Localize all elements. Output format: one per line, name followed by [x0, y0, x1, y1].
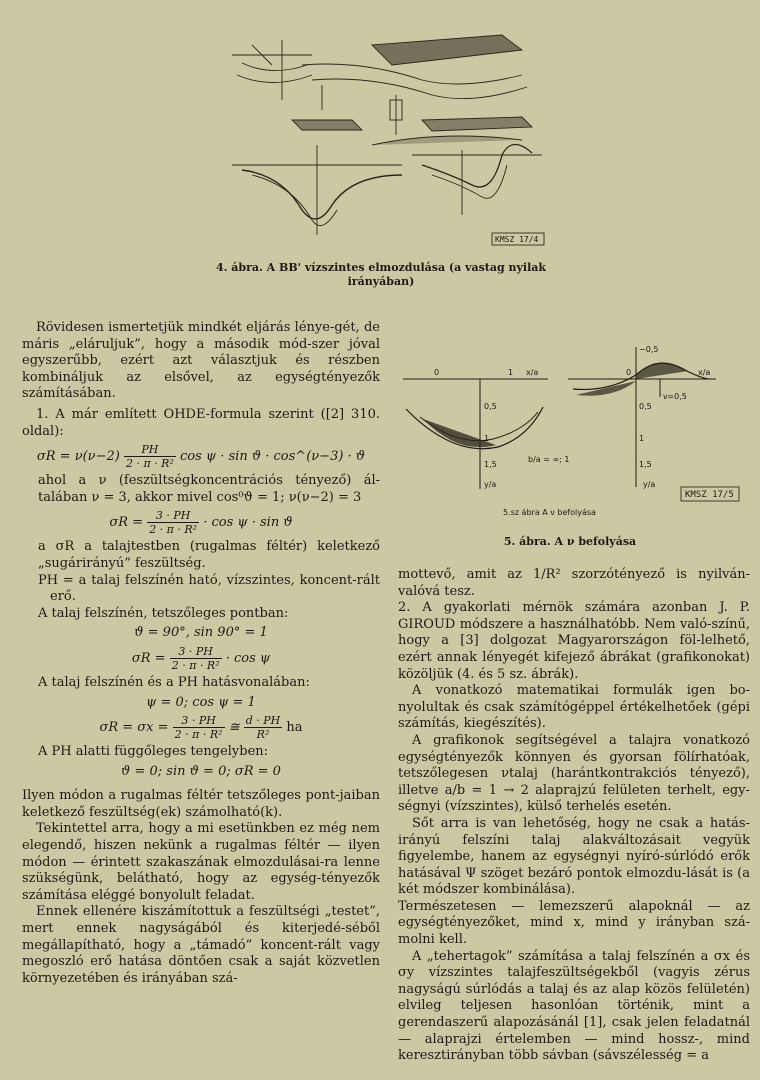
fig5-right-neg05: −0,5	[639, 345, 659, 354]
eq1-rhs: cos ψ · sin ϑ · cos^(ν−3) · ϑ	[180, 449, 366, 465]
left-para-8: Ilyen módon a rugalmas féltér tetszőleges pont-jaiban keletkező feszültség(ek) számolható(k).	[22, 788, 380, 820]
left-para-5: A talaj felszínén, tetszőleges pontban:	[38, 605, 289, 621]
eq2-num: 3 · PH	[147, 509, 199, 523]
equation-1	[22, 443, 380, 470]
fig5-left-zero: 0	[434, 368, 440, 377]
right-para-6: Természetesen — lemezszerű alapoknál — az egységtényezőket, mind x, mind y irányban szá-molni kell.	[398, 898, 750, 948]
fig5-right-x: x/a	[698, 368, 711, 377]
equation-6	[22, 714, 380, 741]
eq6-num: 3 · PH	[173, 714, 225, 728]
right-para-7: A „tehertagok” számítása a talaj felszínén a σx és σy vízszintes talajfeszültségekből (vagyis zérus nagyságú súrlódás a talaj és az alap közös felületén) elvileg teljesen hasonlóan történik, mint a gerendaszerű alapozásánál [1], csak jelen feladatnál — alaprajzi értelemben — mind hossz-, mind keresztirányban több sávban (sávszélesség = a	[398, 948, 750, 1064]
left-para-6: A talaj felszínén és a PH hatásvonalában:	[38, 674, 310, 690]
left-para-3: a σR a talajtestben (rugalmas féltér) keletkező „sugárirányú” feszültség.	[38, 539, 380, 571]
left-para-1: Rövidesen ismertetjük mindkét eljárás lénye-gét, de máris „eláruljuk”, hogy a második mód-szer jóval egyszerűbb, ezért azt választjuk és részben kombináljuk az elsővel, az egységtényezők számításában.	[22, 320, 380, 402]
fig5-left-y: y/a	[484, 480, 497, 489]
figure-4-caption	[196, 261, 566, 289]
eq6-mid: ≅	[228, 720, 240, 736]
right-para-4: A grafikonok segítségével a talajra vonatkozó egységtényezők könnyen és gyorsan fölírhatóak, tetszőlegesen νtalaj (harántkontrakciós tényező), illetve a/b = 1 → 2 alaprajzú felületen terhelt, egy-ségnyi (vízszintes), külső terhelés esetén.	[398, 732, 750, 815]
eq6-den2: R²	[256, 728, 270, 742]
left-para-4: PH = a talaj felszínén ható, vízszintes, koncent-rált erő.	[38, 572, 380, 605]
equation-3: ϑ = 90°, sin 90° = 1	[134, 625, 268, 641]
fig5-right-05: 0,5	[639, 402, 652, 411]
eq2-rhs: · cos ψ · sin ϑ	[203, 515, 293, 531]
fig5-inner-caption: 5.sz ábra A ν befolyása	[503, 508, 596, 517]
eq6-ha: ha	[286, 720, 303, 736]
left-item-1: 1. A már említett OHDE-formula szerint ([2] 310. oldal):	[22, 406, 380, 439]
figure-4-stamp: KMSZ 17/4	[495, 235, 539, 244]
equation-5: ψ = 0; cos ψ = 1	[146, 694, 256, 710]
figure-4-caption-line2: irányában)	[347, 275, 415, 288]
fig5-left-1: 1	[484, 434, 490, 443]
right-para-3: A vonatkozó matematikai formulák igen bo-nyolultak és csak számítógéppel értékelhetőek (gépi számítás, kiegészítés).	[398, 683, 750, 732]
eq1-den: 2 · π · R²	[125, 457, 174, 471]
left-column	[22, 320, 380, 987]
figure-5	[398, 337, 748, 532]
right-para-1: mottevő, amit az 1/R² szorzótényező is nyilván-valóvá tesz.	[398, 567, 750, 599]
equation-4	[22, 645, 380, 672]
eq1-num: PH	[124, 443, 176, 457]
figure-5-caption: 5. ábra. A ν befolyása	[503, 535, 637, 548]
right-para-2: 2. A gyakorlati mérnök számára azonban J. P. GIROUD módszere a használhatóbb. Nem való-színű, hogy a [3] dolgozat Magyarországon föl-lelhető, ezért annak lényegét kifejező ábrákat (grafikonokat) közöljük (4. és 5 sz. ábrák).	[398, 600, 750, 682]
eq1-lhs: σR = ν(ν−2)	[36, 449, 120, 465]
eq2-lhs: σR =	[109, 515, 144, 531]
eq4-den: 2 · π · R²	[171, 658, 220, 672]
fig5-right-nu: ν=0,5	[663, 392, 687, 401]
eq6-den: 2 · π · R²	[174, 728, 223, 742]
fig5-right-zero: 0	[626, 368, 632, 377]
eq2-den: 2 · π · R²	[149, 523, 198, 537]
fig5-left-one: 1	[508, 368, 514, 377]
left-para-7: A PH alatti függőleges tengelyben:	[38, 744, 269, 760]
figure-5-drawing	[398, 337, 748, 532]
fig5-right-1: 1	[639, 434, 645, 443]
fig5-left-ba: b/a = ∞; 1	[528, 455, 570, 464]
fig5-left-05: 0,5	[484, 402, 497, 411]
figure-4-caption-line1: 4. ábra. A BB' vízszintes elmozdulása (a vastag nyilak	[215, 261, 547, 274]
eq6-lhs: σR = σx =	[99, 720, 169, 736]
right-para-5: Sőt arra is van lehetőség, hogy ne csak a hatás-irányú felszíni talaj alakváltozásait vegyük figyelembe, hanem az egységnyi nyíró-súrlódó erők hatásával Ψ szöget bezáró pontok elmozdu-lását is (a két módszer kombinálása).	[398, 815, 750, 898]
equation-7: ϑ = 0; sin ϑ = 0; σR = 0	[121, 763, 281, 779]
eq4-lhs: σR =	[131, 650, 166, 666]
figure-5-stamp: KMSZ 17/5	[685, 490, 734, 500]
fig5-left-15: 1,5	[484, 460, 497, 469]
fig5-right-15: 1,5	[639, 460, 652, 469]
right-column	[398, 567, 750, 1065]
left-para-2: ahol a ν (feszültségkoncentrációs tényező) ál-talában ν = 3, akkor mivel cos⁰ϑ = 1; ν(ν−2) = 3	[38, 473, 380, 505]
figure-4	[222, 25, 552, 255]
equation-2	[22, 509, 380, 536]
eq4-rhs: · cos ψ	[225, 650, 271, 666]
fig5-left-x: x/a	[526, 368, 539, 377]
left-para-10: Ennek ellenére kiszámítottuk a feszültségi „testet”, mert ennek nagyságából és kiterjedé-séből megállapítható, hogy a „támadó” koncent-rált vagy megoszló erő hatása döntően csak a saját közvetlen környezetében és irányában szá-	[22, 904, 380, 986]
eq6-num2: d · PH	[245, 714, 281, 728]
figure-4-drawing	[222, 25, 552, 255]
fig5-right-y: y/a	[643, 480, 656, 489]
eq4-num: 3 · PH	[170, 645, 222, 659]
left-para-9: Tekintettel arra, hogy a mi esetünkben ez még nem elegendő, hiszen nekünk a rugalmas féltér — ilyen módon — érintett szakaszának elmozdulásai-ra lenne szükségünk, belátható, hogy az egység-tényezők számítása eléggé bonyolult feladat.	[22, 821, 380, 903]
